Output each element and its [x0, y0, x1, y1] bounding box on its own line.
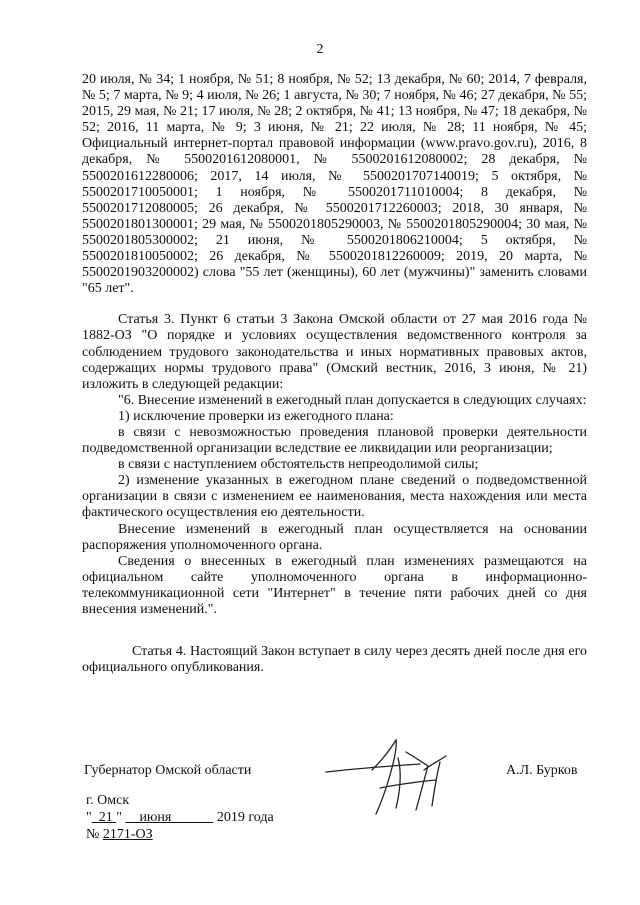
clause-basis-paragraph: Внесение изменений в ежегодный план осуществляется на основании распоряжения уполномоченного органа.	[82, 521, 587, 553]
law-number-value: 2171-ОЗ	[102, 827, 153, 842]
clause-publication-paragraph: Сведения о внесенных в ежегодный план изменениях размещаются на официальном сайте уполномоченного органа в информационно-телекоммуникационной сети "Интернет" в течение пяти рабочих дней со дня внесения изменений.".	[82, 553, 587, 617]
signing-details	[86, 792, 274, 843]
date-day: 21	[98, 810, 113, 825]
clause-item-1b: в связи с наступлением обстоятельств непреодолимой силы;	[118, 457, 479, 473]
signing-date	[86, 809, 274, 826]
document-body	[82, 72, 587, 676]
clause-6-intro: "6. Внесение изменений в ежегодный план допускается в следующих случаях:	[118, 392, 587, 408]
date-close-quote: "	[116, 810, 122, 825]
clause-item-1: 1) исключение проверки из ежегодного плана:	[118, 408, 394, 424]
law-number	[86, 826, 274, 843]
governor-name: А.Л. Бурков	[506, 763, 578, 778]
handwritten-signature	[320, 722, 490, 822]
law-number-label: №	[86, 827, 100, 842]
date-month: июня	[139, 810, 172, 825]
amendment-list-paragraph: 20 июля, № 34; 1 ноября, № 51; 8 ноября, № 52; 13 декабря, № 60; 2014, 7 февраля, № 5; 7 марта, № 9; 4 июля, № 26; 1 августа, № 30; 7 ноября, № 46; 27 декабря, № 55; 2015, 29 мая, № 21; 17 июля, № 28; 2 октября, № 41; 13 ноября, № 47; 18 декабря, № 52; 2016, 11 марта, № 9; 3 июня, № 21; 22 июля, № 28; 11 ноября, № 45; Официальный интернет-портал правовой информации (www.pravo.gov.ru), 2016, 8 декабря, № 5500201612080001, № 5500201612080002; 28 декабря, № 5500201612280006; 2017, 14 июля, № 5500201707140019; 5 октября, № 5500201710050001; 1 ноября, № 5500201711010004; 8 декабря, № 5500201712080005; 26 декабря, № 5500201712260003; 2018, 30 января, № 5500201801300001; 29 мая, № 5500201805290003, № 5500201805290004; 30 мая, № 5500201805300002; 21 июня, № 5500201806210004; 5 октября, № 5500201810050002; 26 декабря, № 5500201812260009; 2019, 20 марта, № 5500201903200002) слова "55 лет (женщины), 60 лет (мужчины)" заменить словами "65 лет".	[82, 72, 587, 297]
page-number: 2	[316, 42, 324, 57]
clause-item-1a: в связи с невозможностью проведения плановой проверки деятельности подведомственной организации вследствие ее ликвидации или реорганизации;	[82, 424, 587, 457]
governor-title: Губернатор Омской области	[84, 763, 252, 778]
date-year: 2019 года	[216, 810, 274, 825]
article-4-paragraph: Статья 4. Настоящий Закон вступает в силу через десять дней после дня его официального опубликования.	[82, 644, 587, 676]
article-3-paragraph: Статья 3. Пункт 6 статьи 3 Закона Омской области от 27 мая 2016 года № 1882-ОЗ "О порядке и условиях осуществления ведомственного контроля за соблюдением трудового законодательства и иных нормативных правовых актов, содержащих нормы трудового права" (Омский вестник, 2016, 3 июня, № 21) изложить в следующей редакции:	[82, 312, 587, 392]
clause-item-2: 2) изменение указанных в ежегодном плане сведений о подведомственной организации в связи с изменением ее наименования, места нахождения или места фактического осуществления ею деятельности.	[82, 473, 587, 521]
date-open-quote: "	[86, 810, 92, 825]
signing-city: г. Омск	[86, 793, 130, 808]
